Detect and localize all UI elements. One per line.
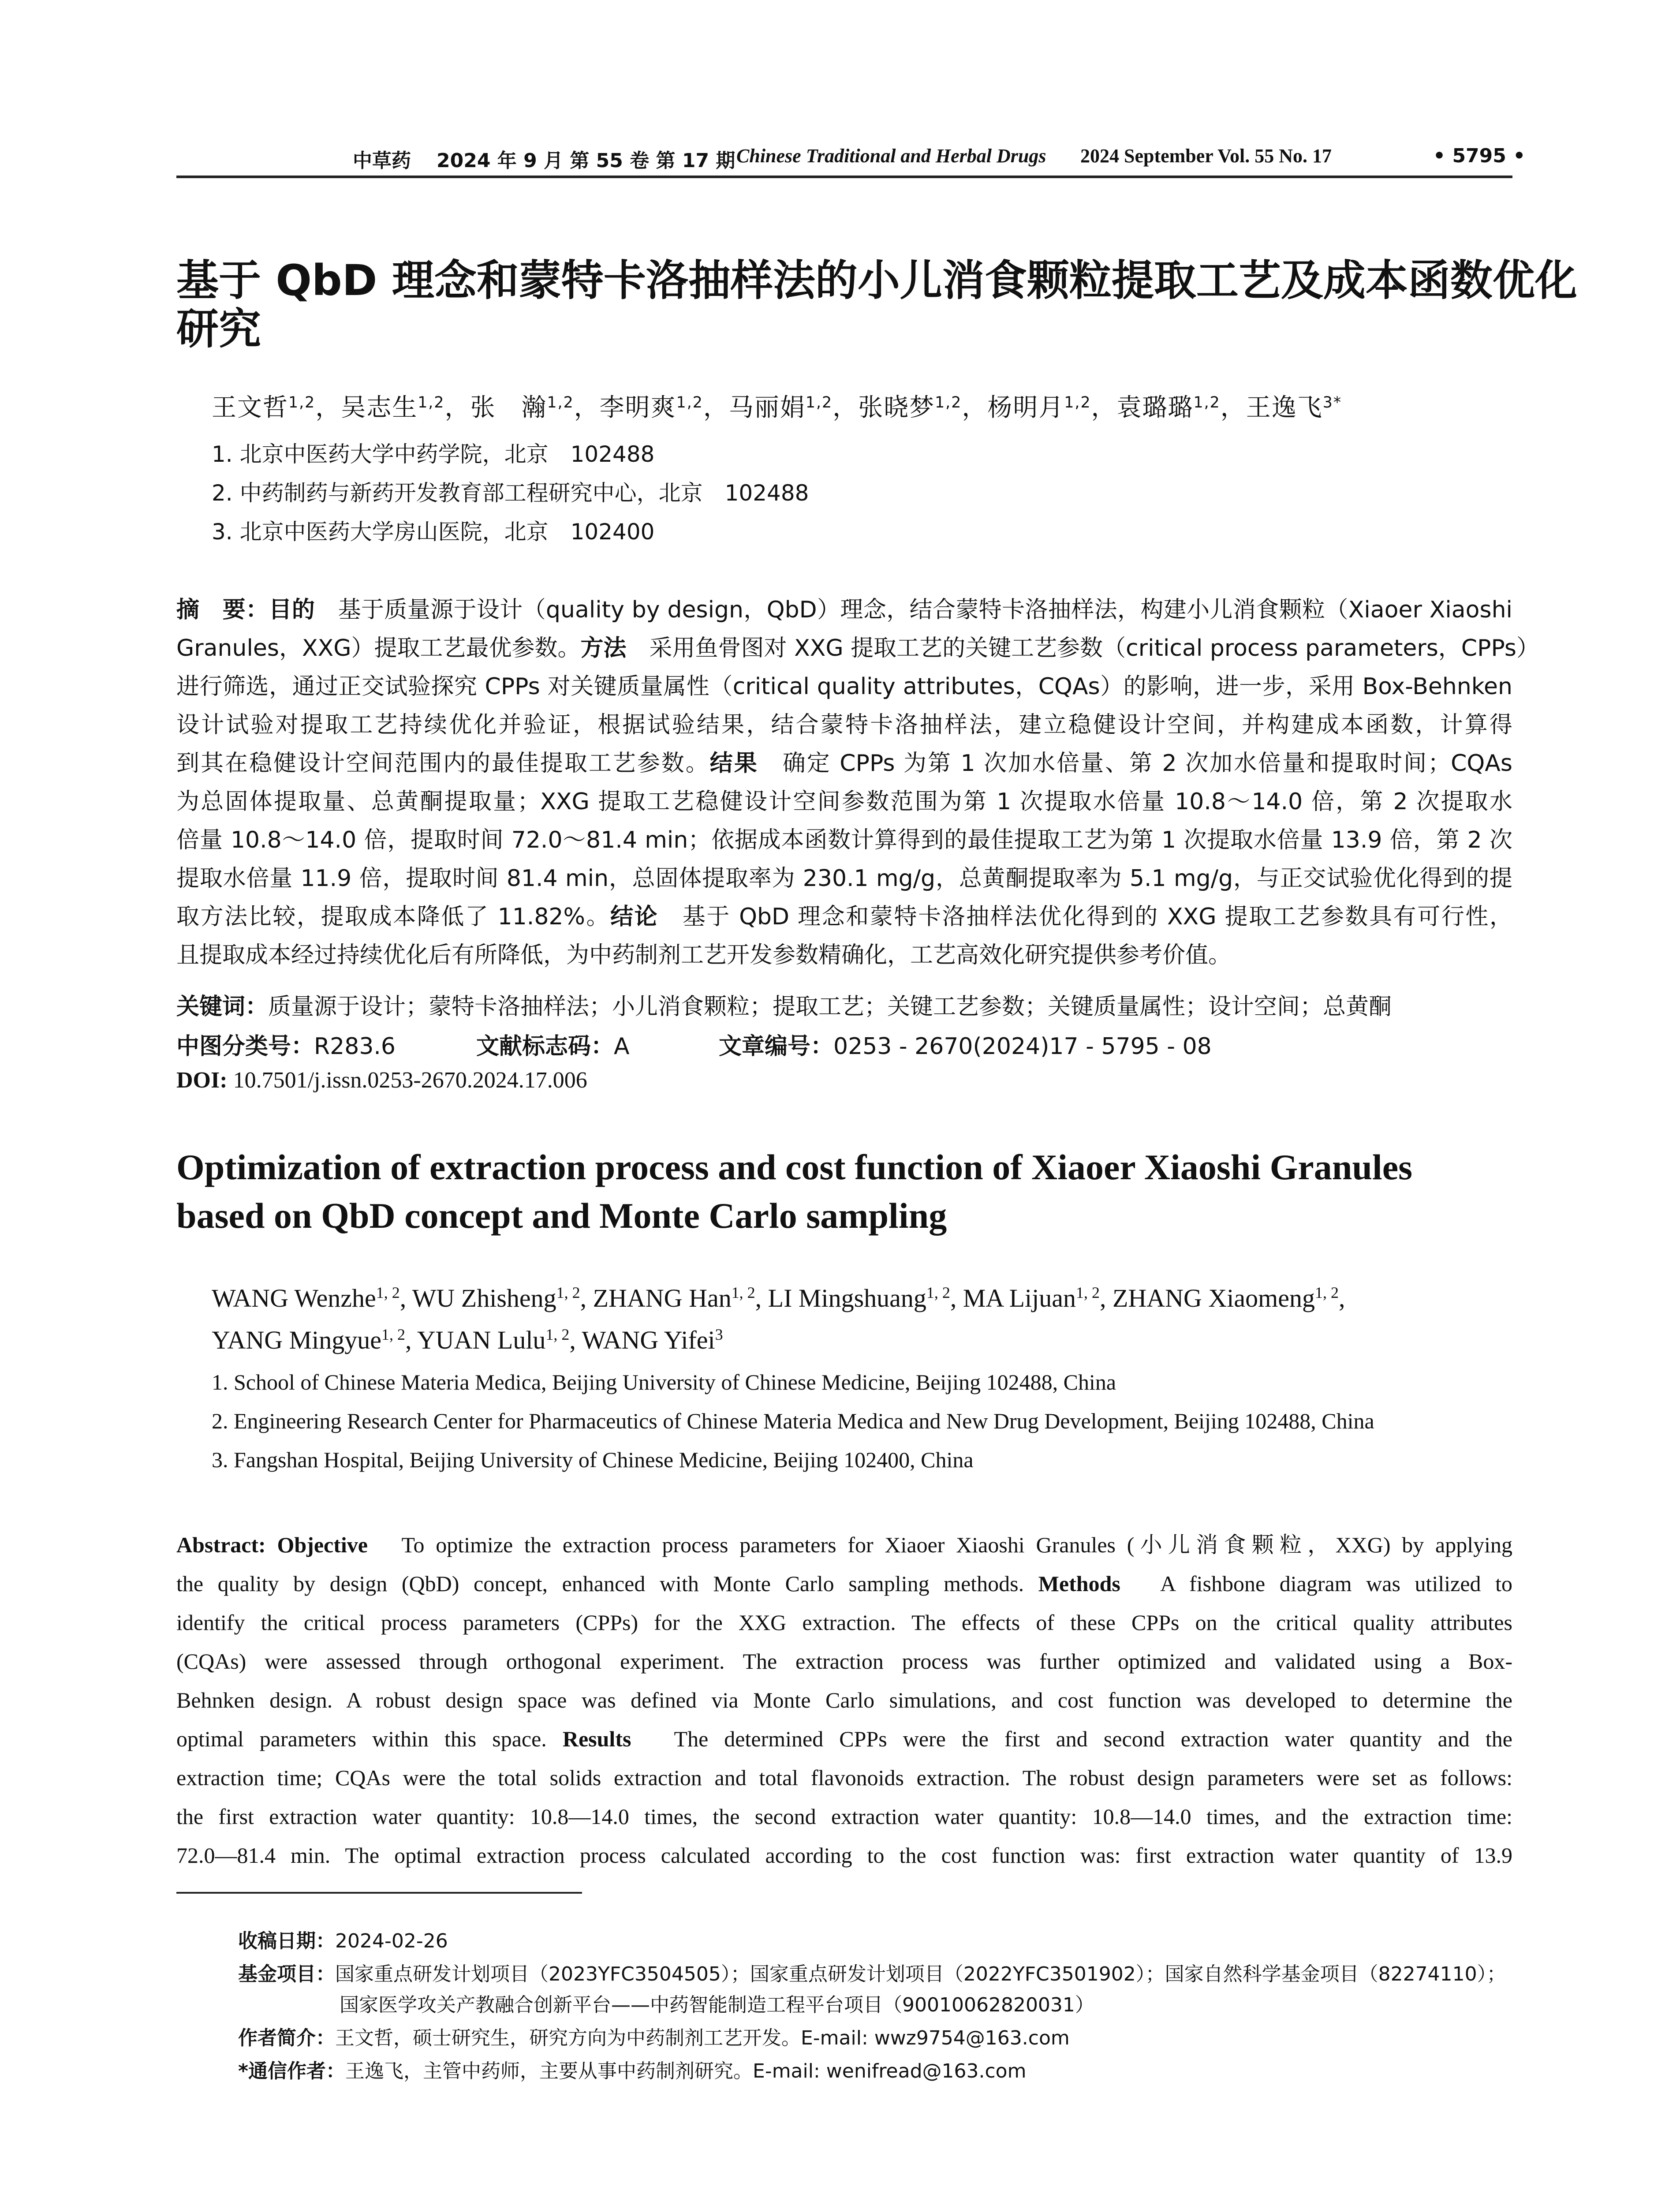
fund-line2: 国家医学攻关产教融合创新平台——中药智能制造工程平台项目（90010062820031） — [340, 1994, 1094, 2016]
article-no-value: 0253 - 2670(2024)17 - 5795 - 08 — [833, 1033, 1212, 1060]
abstract-text: 基于 QbD 理念和蒙特卡洛抽样法优化得到的 XXG 提取工艺参数具有可行性， — [658, 904, 1512, 930]
cn-author-name: 杨明月 — [987, 393, 1064, 422]
section-heading: Abstract: Objective — [176, 1532, 368, 1557]
cn-author-name: 王逸飞 — [1246, 393, 1323, 422]
cn-author-name: 张 瀚 — [470, 393, 547, 422]
abstract-text: The determined CPPs were the first and second extraction water quantity and the — [631, 1727, 1512, 1751]
author-affiliation-sup: 1, 2 — [381, 1326, 405, 1344]
journal-name-en: Chinese Traditional and Herbal Drugs — [736, 145, 1046, 167]
cn-affiliation-1: 1. 北京中医药大学中药学院，北京 102488 — [212, 441, 655, 467]
keywords-label: 关键词： — [176, 994, 269, 1020]
en-abstract-line — [176, 1762, 1512, 1793]
footnote-received — [238, 1925, 448, 1953]
author-note-label: 作者简介： — [238, 2027, 335, 2049]
cn-abstract-line — [176, 786, 1512, 817]
author-affiliation-sup: 1,2 — [676, 393, 703, 411]
en-title-line2: based on QbD concept and Monte Carlo sampling — [176, 1196, 947, 1236]
abstract-text: (CQAs) were assessed through orthogonal experiment. The extraction process was further optimized and validated using a Box- — [176, 1649, 1512, 1674]
abstract-text: optimal parameters within this space. — [176, 1727, 563, 1751]
author-affiliation-sup: 1,2 — [288, 393, 316, 411]
abstract-text: Granules，XXG）提取工艺最优参数。 — [176, 635, 581, 662]
received-date: 2024-02-26 — [335, 1930, 448, 1952]
en-author-list-line1: WANG Wenzhe$^{1, 2}$, WU Zhisheng$^{1, 2}$, ZHANG Han$^{1, 2}$, LI Mingshuang$^{1, 2}$, MA Lijuan$^{1, 2}$, ZHANG Xiaomeng$^{1, 2}$, — [212, 1284, 1345, 1312]
abstract-text: 进行筛选，通过正交试验探究 CPPs 对关键质量属性（critical quality attributes，CQAs）的影响，进一步，采用 Box-Behnken — [176, 673, 1512, 700]
cn-abstract-line — [176, 940, 1512, 971]
author-affiliation-sup: 1, 2 — [1315, 1284, 1339, 1302]
author-affiliation-sup: 3 — [715, 1326, 723, 1344]
cn-title-line1: 基于 QbD 理念和蒙特卡洛抽样法的小儿消食颗粒提取工艺及成本函数优化 — [176, 256, 1577, 305]
keywords-row — [176, 988, 1392, 1021]
received-label: 收稿日期： — [238, 1930, 335, 1952]
en-abstract-line — [176, 1723, 1512, 1754]
section-heading: Methods — [1038, 1571, 1120, 1596]
corr-text: 王逸飞，主管中药师，主要从事中药制剂研究。E-mail: wenifread@163.com — [345, 2060, 1027, 2082]
section-heading: 结果 — [709, 750, 758, 777]
journal-name-cn: 中草药 — [353, 149, 411, 172]
author-affiliation-sup: 1,2 — [547, 393, 574, 411]
abstract-text: 设计试验对提取工艺持续优化并验证，根据试验结果，结合蒙特卡洛抽样法，建立稳健设计空间，并构建成本函数，计算得 — [176, 712, 1512, 738]
abstract-text: 采用鱼骨图对 XXG 提取工艺的关键工艺参数（critical process parameters，CPPs） — [626, 635, 1540, 662]
abstract-text: 为总固体提取量、总黄酮提取量；XXG 提取工艺稳健设计空间参数范围为第 1 次提取水倍量 10.8～14.0 倍，第 2 次提取水 — [176, 789, 1512, 815]
abstract-text: To optimize the extraction process parameters for Xiaoer Xiaoshi Granules (小儿消食颗粒，XXG) by applying — [367, 1532, 1512, 1557]
en-author-name: LI Mingshuang — [768, 1284, 926, 1312]
fund-line1: 国家重点研发计划项目（2023YFC3504505）；国家重点研发计划项目（2022YFC3501902）；国家自然科学基金项目（82274110）； — [335, 1963, 1506, 1985]
cn-abstract-line — [176, 710, 1512, 740]
abstract-text: 72.0—81.4 min. The optimal extraction process calculated according to the cost function was: first extraction water quantity of 13.9 — [176, 1843, 1512, 1868]
doi-row — [176, 1067, 587, 1093]
author-affiliation-sup: 1, 2 — [545, 1326, 570, 1344]
abstract-label: 摘 要： — [176, 597, 269, 623]
section-heading: 结论 — [610, 904, 659, 930]
en-author-name: WANG Yifei — [582, 1326, 715, 1354]
cn-abstract-line — [176, 825, 1512, 856]
en-title-line1: Optimization of extraction process and cost function of Xiaoer Xiaoshi Granules — [176, 1147, 1413, 1187]
doi-value: 10.7501/j.issn.0253-2670.2024.17.006 — [233, 1068, 587, 1093]
abstract-text: 倍量 10.8～14.0 倍，提取时间 72.0～81.4 min；依据成本函数计算得到的最佳提取工艺为第 1 次提取水倍量 13.9 倍，第 2 次 — [176, 827, 1512, 853]
clc-value: R283.6 — [314, 1033, 396, 1060]
page-number: • 5795 • — [1433, 145, 1526, 167]
en-author-name: WU Zhisheng — [412, 1284, 556, 1312]
keywords-text: 质量源于设计；蒙特卡洛抽样法；小儿消食颗粒；提取工艺；关键工艺参数；关键质量属性；设计空间；总黄酮 — [268, 994, 1392, 1020]
abstract-text: Behnken design. A robust design space was defined via Monte Carlo simulations, and cost function was developed to determine the — [176, 1688, 1512, 1712]
clc-row — [176, 1028, 396, 1061]
cn-abstract-line — [176, 633, 1540, 664]
cn-author-name: 王文哲 — [212, 393, 288, 422]
doi-label: DOI: — [176, 1068, 228, 1093]
en-affiliation-2: 2. Engineering Research Center for Pharmaceutics of Chinese Materia Medica and New Drug Development, Beijing 102488, China — [212, 1409, 1374, 1433]
cn-author-name: 张晓梦 — [858, 393, 935, 422]
author-affiliation-sup: 1,2 — [805, 393, 833, 411]
en-abstract-line — [176, 1646, 1512, 1677]
cn-abstract-line — [176, 863, 1512, 894]
en-abstract-line — [176, 1529, 1512, 1560]
cn-affiliation-2: 2. 中药制药与新药开发教育部工程研究中心，北京 102488 — [212, 480, 809, 506]
abstract-text: 基于质量源于设计（quality by design，QbD）理念，结合蒙特卡洛抽样法，构建小儿消食颗粒（Xiaoer Xiaoshi — [315, 597, 1512, 623]
cn-author-name: 马丽娟 — [728, 393, 806, 422]
author-affiliation-sup: 1, 2 — [556, 1284, 580, 1302]
section-heading: 目的 — [269, 597, 315, 623]
issue-cn: 2024 年 9 月 第 55 卷 第 17 期 — [437, 149, 735, 172]
cn-title-line2: 研究 — [176, 304, 261, 354]
en-affiliation-1: 1. School of Chinese Materia Medica, Beijing University of Chinese Medicine, Beijing 102488, China — [212, 1370, 1116, 1394]
author-note-text: 王文哲，硕士研究生，研究方向为中药制剂工艺开发。E-mail: wwz9754@163.com — [335, 2027, 1070, 2049]
author-affiliation-sup: 1, 2 — [376, 1284, 400, 1302]
author-affiliation-sup: 1,2 — [1064, 393, 1091, 411]
author-affiliation-sup: 1, 2 — [926, 1284, 950, 1302]
author-affiliation-sup: 3* — [1322, 393, 1342, 411]
en-author-name: WANG Wenzhe — [212, 1284, 376, 1312]
cn-author-name: 袁璐璐 — [1116, 393, 1194, 422]
author-affiliation-sup: 1, 2 — [1076, 1284, 1100, 1302]
en-abstract-line — [176, 1568, 1512, 1599]
abstract-text: 确定 CPPs 为第 1 次加水倍量、第 2 次加水倍量和提取时间；CQAs — [758, 750, 1512, 777]
cn-abstract-line — [176, 901, 1512, 932]
issue-en: 2024 September Vol. 55 No. 17 — [1080, 145, 1332, 167]
en-author-list-line2: YANG Mingyue$^{1, 2}$, YUAN Lulu$^{1, 2}$, WANG Yifei$^3$ — [212, 1326, 723, 1354]
clc-label: 中图分类号： — [176, 1033, 314, 1060]
abstract-text: 提取水倍量 11.9 倍，提取时间 81.4 min，总固体提取率为 230.1 mg/g，总黄酮提取率为 5.1 mg/g，与正交试验优化得到的提 — [176, 865, 1512, 892]
cn-abstract-line — [176, 671, 1512, 702]
abstract-text: extraction time; CQAs were the total solids extraction and total flavonoids extraction. The robust design parameters were set as follows: — [176, 1765, 1512, 1790]
abstract-text: the quality by design (QbD) concept, enhanced with Monte Carlo sampling methods. — [176, 1571, 1038, 1596]
footnote-rule — [176, 1892, 582, 1894]
corr-label: *通信作者： — [238, 2060, 346, 2082]
footnote-author — [238, 2022, 1070, 2050]
abstract-text: the first extraction water quantity: 10.8—14.0 times, the second extraction water quantity: 10.8—14.0 times, and the extraction time: — [176, 1804, 1512, 1829]
en-abstract-line — [176, 1840, 1512, 1871]
en-author-name: ZHANG Xiaomeng — [1112, 1284, 1315, 1312]
abstract-text: 且提取成本经过持续优化后有所降低，为中药制剂工艺开发参数精确化，工艺高效化研究提供参考价值。 — [176, 942, 1232, 968]
abstract-text: 到其在稳健设计空间范围内的最佳提取工艺参数。 — [176, 750, 710, 777]
header-rule — [176, 176, 1512, 178]
cn-author-list: 王文哲$^{1,2}$，吴志生$^{1,2}$，张 瀚$^{1,2}$，李明爽$^{1,2}$，马丽娟$^{1,2}$，张晓梦$^{1,2}$，杨明月$^{1,2}$，袁璐璐$^{1,2}$，王逸飞$^{3*}$ — [212, 393, 1342, 422]
fund-label: 基金项目： — [238, 1963, 335, 1985]
abstract-text: A fishbone diagram was utilized to — [1120, 1571, 1513, 1596]
en-author-name: MA Lijuan — [963, 1284, 1076, 1312]
doccode-value: A — [614, 1033, 630, 1060]
en-author-name: YANG Mingyue — [212, 1326, 382, 1354]
section-heading: 方法 — [580, 635, 627, 662]
footnote-corresponding — [238, 2055, 1026, 2083]
article-no-row — [719, 1028, 1212, 1061]
en-abstract-line — [176, 1801, 1512, 1832]
en-author-name: ZHANG Han — [593, 1284, 732, 1312]
en-abstract-line — [176, 1607, 1512, 1638]
en-affiliation-3: 3. Fangshan Hospital, Beijing University of Chinese Medicine, Beijing 102400, China — [212, 1447, 974, 1472]
en-author-name: YUAN Lulu — [417, 1326, 546, 1354]
cn-abstract-line — [176, 594, 1512, 625]
cn-author-name: 吴志生 — [341, 393, 418, 422]
section-heading: Results — [562, 1727, 631, 1751]
doccode-label: 文献标志码： — [476, 1033, 614, 1060]
en-abstract-line — [176, 1685, 1512, 1715]
article-no-label: 文章编号： — [719, 1033, 834, 1060]
cn-author-name: 李明爽 — [599, 393, 676, 422]
author-affiliation-sup: 1,2 — [935, 393, 962, 411]
author-affiliation-sup: 1, 2 — [731, 1284, 755, 1302]
footnote-fund — [238, 1958, 1506, 1986]
author-affiliation-sup: 1,2 — [418, 393, 445, 411]
cn-abstract-line — [176, 748, 1512, 779]
cn-affiliation-3: 3. 北京中医药大学房山医院，北京 102400 — [212, 519, 655, 545]
abstract-text: identify the critical process parameters (CPPs) for the XXG extraction. The effects of these CPPs on the critical quality attributes — [176, 1610, 1512, 1635]
doccode-row — [476, 1028, 630, 1061]
author-affiliation-sup: 1,2 — [1193, 393, 1221, 411]
abstract-text: 取方法比较，提取成本降低了 11.82%。 — [176, 904, 611, 930]
